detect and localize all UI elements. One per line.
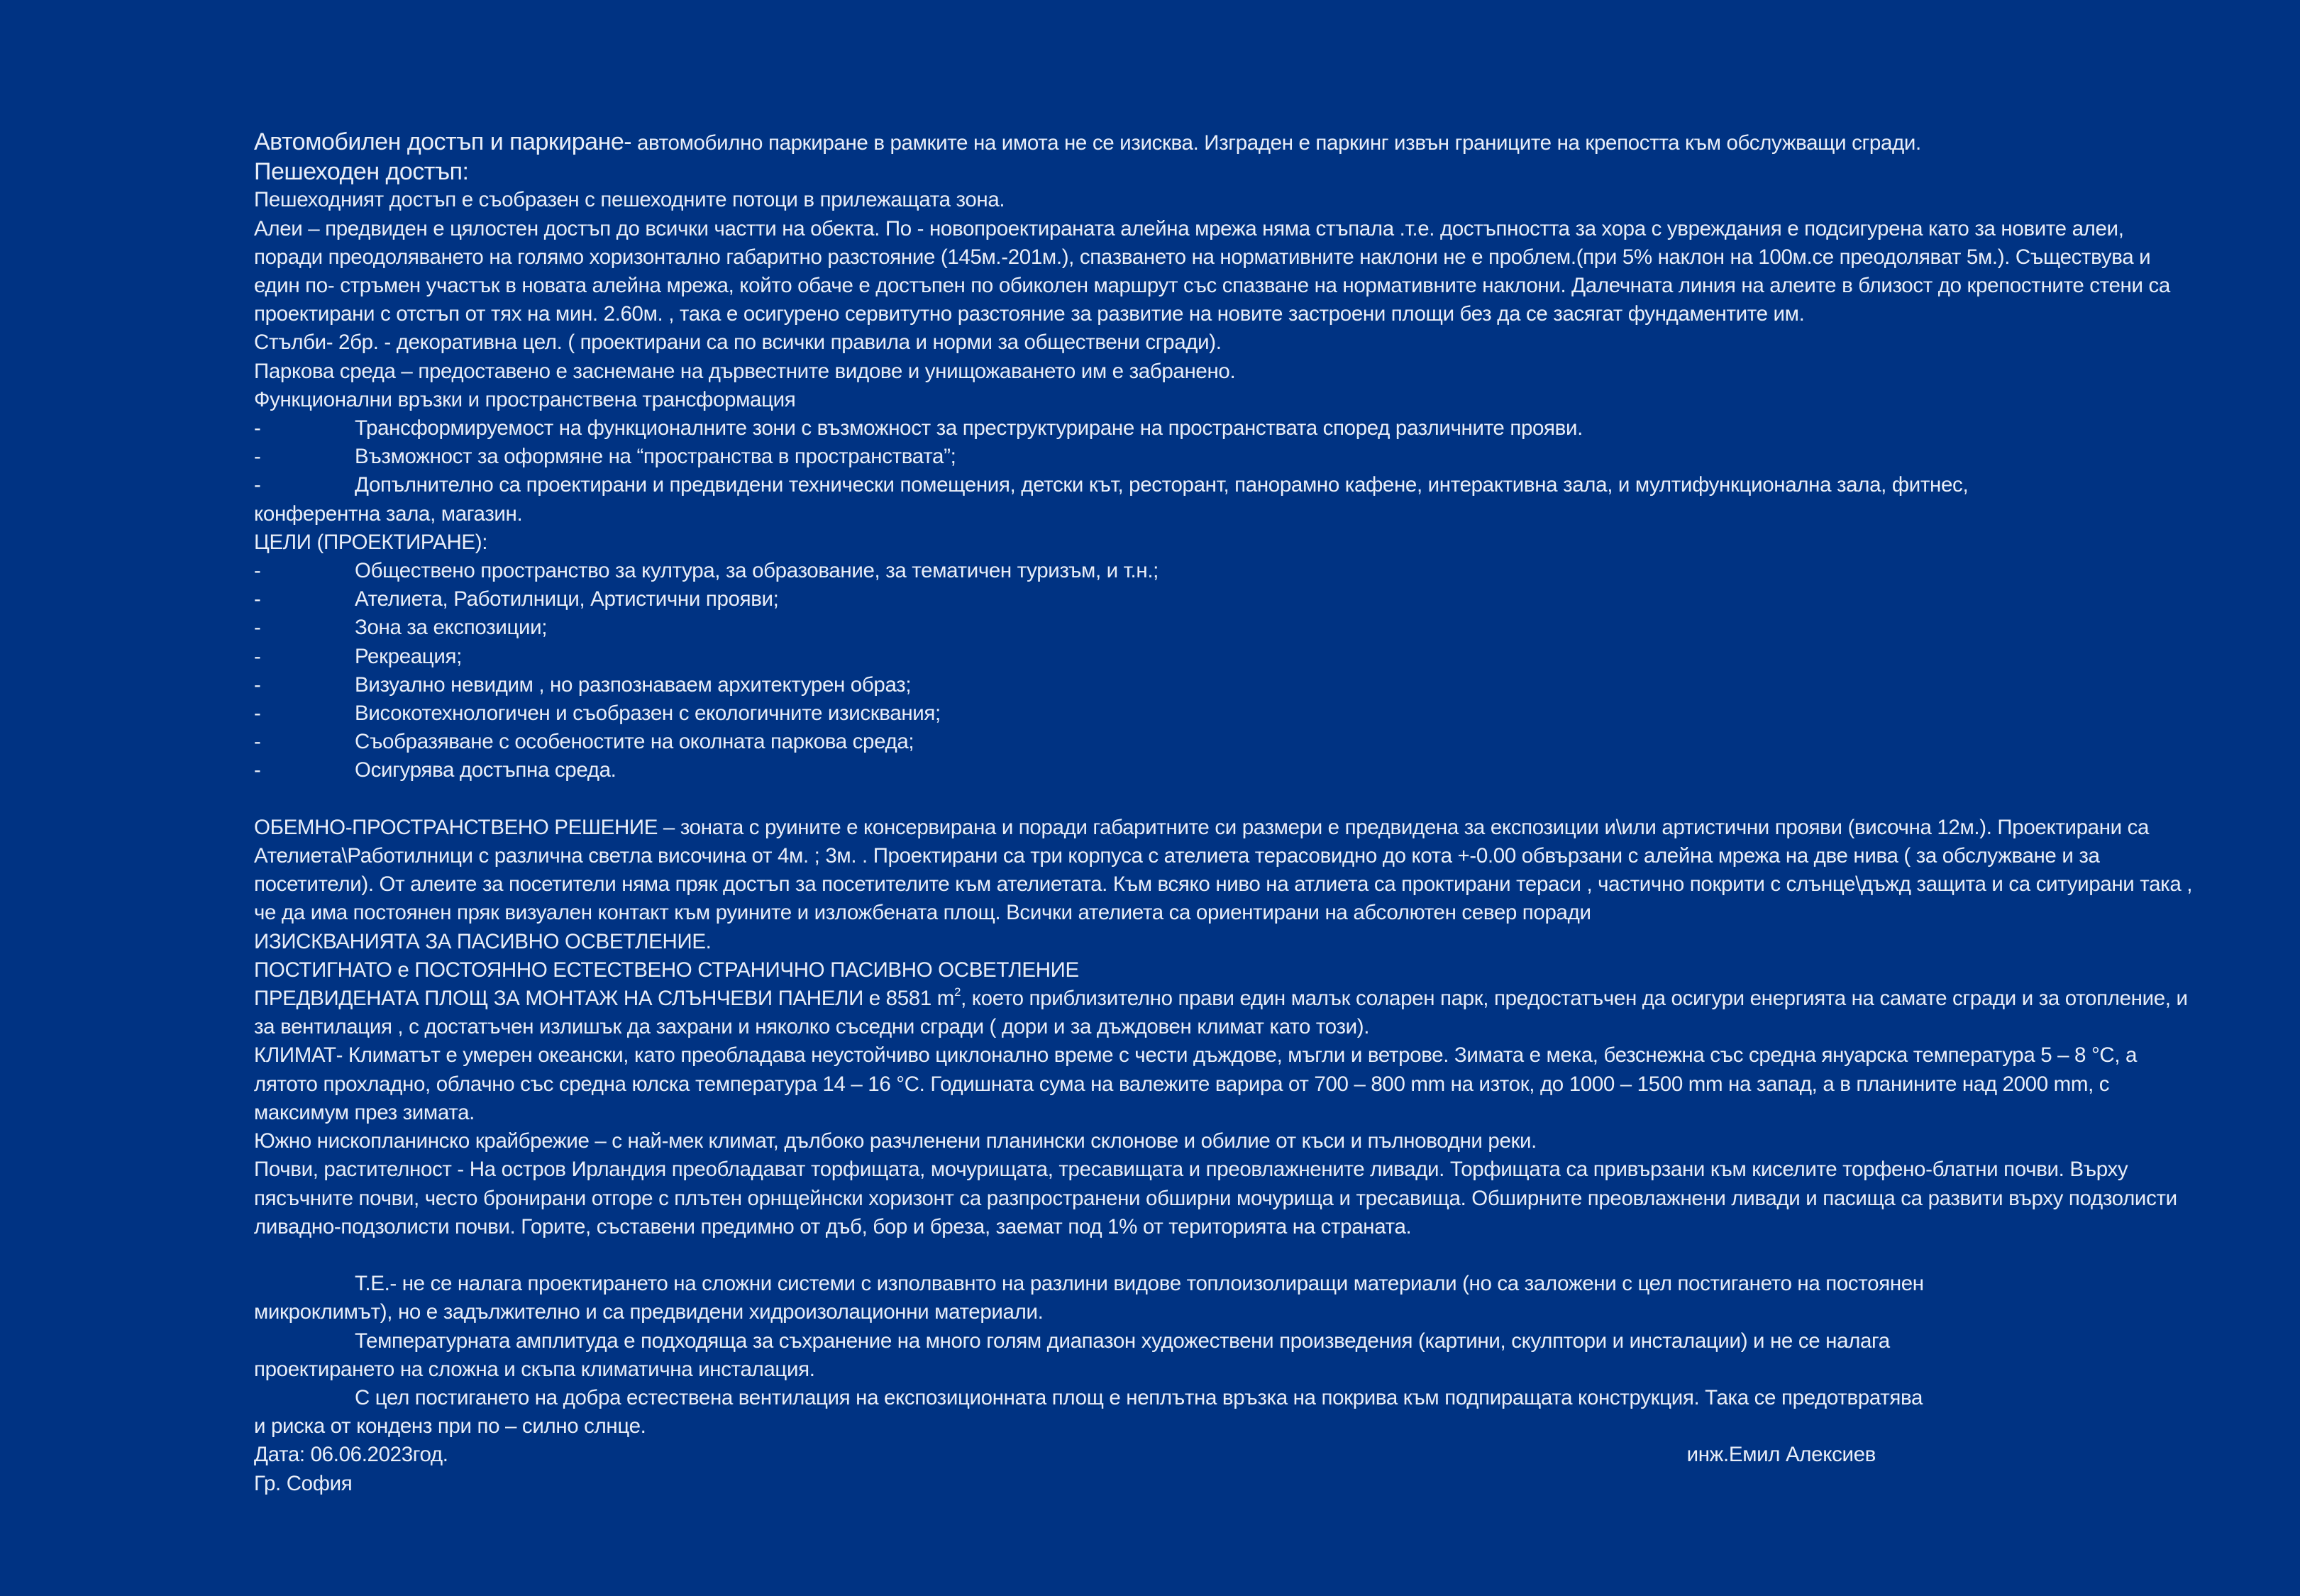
dash-marker: - bbox=[254, 587, 261, 611]
car-access-paragraph bbox=[254, 128, 2198, 157]
goal-item-text: Осигурява достъпна среда. bbox=[355, 758, 617, 782]
goal-item-text: Обществено пространство за култура, за образование, за тематичен туризъм, и т.н.; bbox=[355, 559, 1159, 583]
date-label: Дата: 06.06.2023год. bbox=[254, 1443, 448, 1467]
functional-item-text: Възможност за оформяне на “пространства в пространствата”; bbox=[355, 445, 956, 469]
goal-item bbox=[254, 614, 2198, 642]
coast-paragraph: Южно нископланинско крайбрежие – с най-мек климат, дълбоко разчленени планински склонове и обилие от къси и пълноводни реки. bbox=[254, 1129, 1537, 1153]
document-page bbox=[254, 128, 2198, 1498]
dash-marker: - bbox=[254, 473, 261, 497]
city-label: Гр. София bbox=[254, 1471, 353, 1495]
goal-item bbox=[254, 671, 2198, 699]
solar-text-start: ПРЕДВИДЕНАТА ПЛОЩ ЗА МОНТАЖ НА СЛЪНЧЕВИ ПАНЕЛИ е 8581 m bbox=[254, 987, 954, 1011]
alleys-paragraph: Алеи – предвиден е цялостен достъп до всички частти на обекта. По - новопроектираната алейна мрежа няма стъпала .т.е. достъпността за хора с увреждания е подсигурена като за новите алеи, поради преодоляването на голямо хоризонтално габаритно разстояние (145м.-201м.), спазването на нормативните наклони не е проблем.(при 5% наклон на 100м.се преодоляват 5м.). Съществува и един по- стръмен участък в новата алейна мрежа, който обаче е достъпен по обиколен маршрут със спазване на нормативните наклони. Далечната линия на алеите в близост до крепостните стени са проектирани с отстъп от тях на мин. 2.60м. , така е осигурено сервитутно разстояние за развитие на новите застроени площи без да се засягат фундаментите им. bbox=[254, 216, 2170, 326]
goal-item bbox=[254, 756, 2198, 785]
dash-marker: - bbox=[254, 644, 261, 668]
functional-item-text: Трансформируемост на функционалните зони с възможност за преструктуриране на пространствата според различните прояви. bbox=[355, 416, 1583, 440]
dash-marker: - bbox=[254, 559, 261, 583]
climate-paragraph: КЛИМАТ- Климатът е умерен океански, като преобладава неустойчиво циклонално време с чести дъждове, мъгли и ветрове. Зимата е мека, безснежна със средна януарска температура 5 – 8 °C, а лятото прохладно, облачно със средна юлска температура 14 – 16 °C. Годишната сума на валежите варира от 700 – 800 mm на изток, до 1000 – 1500 mm на запад, а в планините над 2000 mm, с максимум през зимата. bbox=[254, 1043, 2138, 1124]
car-access-title: Автомобилен достъп и паркиране- bbox=[254, 128, 632, 155]
goal-item-text: Високотехнологичен и съобразен с екологичните изисквания; bbox=[355, 702, 941, 726]
solar-panels-paragraph bbox=[254, 985, 2198, 1041]
dash-marker: - bbox=[254, 702, 261, 726]
passive-lighting-requirement: ИЗИСКВАНИЯТА ЗА ПАСИВНО ОСВЕТЛЕНИЕ. bbox=[254, 929, 712, 953]
technical-paragraph-2-continuation: проектирането на сложна и скъпа климатична инсталация. bbox=[254, 1357, 815, 1381]
dash-marker: - bbox=[254, 730, 261, 754]
technical-paragraph-1: Т.Е.- не се налага проектирането на сложни системи с изполвавнто на разлини видове топлоизолиращи материали (но са заложени с цел постигането на постоянен bbox=[355, 1272, 1924, 1296]
goal-item-text: Зона за експозиции; bbox=[355, 616, 548, 640]
goal-item bbox=[254, 728, 2198, 756]
goal-item-text: Визуално невидим , но разпознаваем архитектурен образ; bbox=[355, 672, 912, 697]
goals-title: ЦЕЛИ (ПРОЕКТИРАНЕ): bbox=[254, 530, 488, 554]
goal-item-text: Ателиета, Работилници, Артистични прояви; bbox=[355, 587, 779, 611]
technical-paragraph-3-continuation: и риска от конденз при по – силно слнце. bbox=[254, 1414, 646, 1439]
dash-marker: - bbox=[254, 416, 261, 440]
goal-item bbox=[254, 643, 2198, 671]
solution-paragraph: ОБЕМНО-ПРОСТРАНСТВЕНО РЕШЕНИЕ – зоната с руините е консервирана и поради габаритните си размери е предвидена за експозиции и\или артистични прояви (височна 12м.). Проектирани са Ателиета\Работилници с различна светла височина от 4м. ; 3м. . Проектирани са три корпуса с ателиета терасовидно до кота +-0.00 обвързани с алейна мрежа на две нива ( за обслужване и за посетители). От алеите за посетители няма пряк достъп за посетителите към ателиетата. Към всяко ниво на атлиета са проктирани тераси , частично покрити с слънце\дъжд защита и са ситуирани така , че да има постоянен пряк визуален контакт към руините и изложбената площ. Всички ателиета са ориентирани на абсолютен север поради bbox=[254, 815, 2193, 925]
functional-item bbox=[254, 443, 2198, 471]
goal-item bbox=[254, 585, 2198, 614]
functional-item-continuation: конферентна зала, магазин. bbox=[254, 501, 523, 526]
spacer bbox=[254, 785, 2198, 814]
dash-marker: - bbox=[254, 758, 261, 782]
solar-text-end: , което приблизително прави един малък соларен парк, предостатъчен да осигури енергията на самате сгради и за отопление, и за вентилация , с достатъчен излишък да захрани и няколко съседни сгради ( дори и за дъждовен климат като този). bbox=[254, 987, 2188, 1039]
dash-marker: - bbox=[254, 445, 261, 469]
park-paragraph: Паркова среда – предоставено е заснемане на дървестните видове и унищожаването им е забранено. bbox=[254, 359, 1236, 383]
engineer-name: инж.Емил Алексиев bbox=[1686, 1443, 1876, 1467]
goal-item bbox=[254, 557, 2198, 585]
goal-item bbox=[254, 699, 2198, 728]
car-access-text: автомобилно паркиране в рамките на имота не се изисква. Изграден е паркинг извън границите на крепостта към обслужващи сгради. bbox=[631, 131, 1921, 155]
pedestrian-access-title: Пешеходен достъп: bbox=[254, 158, 469, 186]
stairs-paragraph: Стълби- 2бр. - декоративна цел. ( проектирани са по всички правила и норми за обществени сгради). bbox=[254, 331, 1222, 355]
technical-paragraph-1-continuation: микроклимът), но е задължително и са предвидени хидроизолационни материали. bbox=[254, 1300, 1044, 1324]
technical-paragraph-3: С цел постигането на добра естествена вентилация на експозиционната площ е неплътна връзка на покрива към подпиращата конструкция. Така се предотвратява bbox=[355, 1385, 1923, 1409]
goal-item-text: Съобразяване с особеностите на околната паркова среда; bbox=[355, 730, 914, 754]
functional-item bbox=[254, 471, 2198, 499]
pedestrian-access-text: Пешеходният достъп е съобразен с пешеходните потоци в прилежащата зона. bbox=[254, 188, 1005, 212]
technical-paragraph-2: Температурната амплитуда е подходяща за съхранение на много голям диапазон художествени произведения (картини, скулптори и инсталации) и не се налага bbox=[355, 1329, 1890, 1353]
solar-superscript: 2 bbox=[953, 985, 961, 999]
functional-item bbox=[254, 414, 2198, 443]
dash-marker: - bbox=[254, 672, 261, 697]
dash-marker: - bbox=[254, 616, 261, 640]
functional-item-text: Допълнително са проектирани и предвидени технически помещения, детски кът, ресторант, панорамно кафене, интерактивна зала, и мултифункционална зала, фитнес, bbox=[355, 473, 1969, 497]
passive-lighting-achieved: ПОСТИГНАТО е ПОСТОЯННО ЕСТЕСТВЕНО СТРАНИЧНО ПАСИВНО ОСВЕТЛЕНИЕ bbox=[254, 958, 1079, 982]
functional-title: Функционални връзки и пространствена трансформация bbox=[254, 387, 796, 411]
spacer bbox=[254, 1241, 2198, 1270]
soils-paragraph: Почви, растителност - На остров Ирландия преобладават торфищата, мочурищата, тресавищата и преовлажнените ливади. Торфищата са привързани към киселите торфено-блатни почви. Върху пясъчните почви, често бронирани отгоре с плътен орнщейнски хоризонт са разпространени обширни мочурища и тресавища. Обширните преовлажнени ливади и пасища са развити върху подзолисти ливадно-подзолисти почви. Горите, съставени предимно от дъб, бор и бреза, заемат под 1% от територията на страната. bbox=[254, 1158, 2177, 1238]
signature-row bbox=[254, 1441, 1876, 1469]
goal-item-text: Рекреация; bbox=[355, 644, 462, 668]
